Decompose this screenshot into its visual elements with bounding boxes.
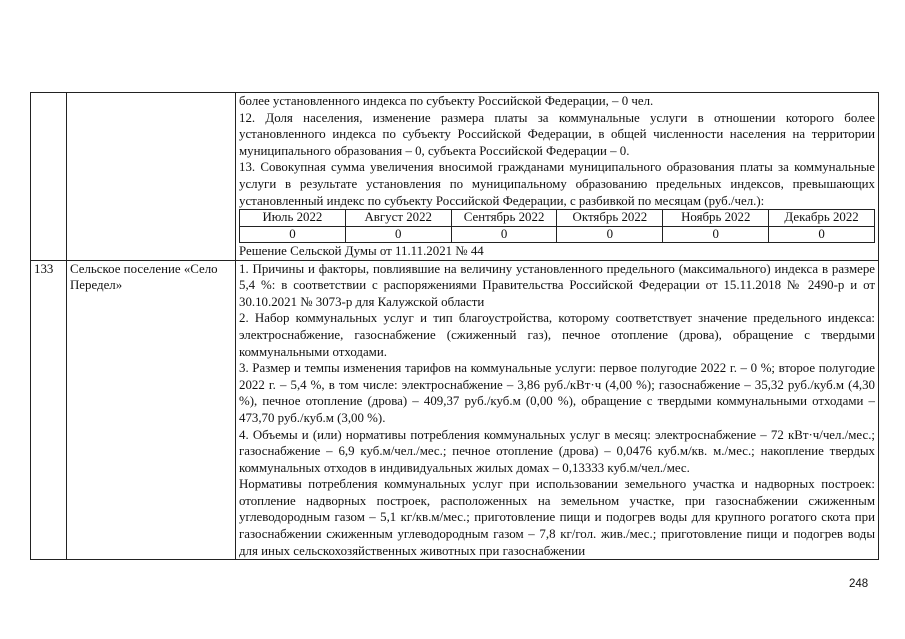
month-value: 0	[345, 226, 451, 242]
description-cell	[236, 260, 879, 560]
row-number-cell: 133	[31, 260, 67, 560]
municipality-name-cell: Сельское поселение «Село Передел»	[67, 260, 236, 560]
month-header: Август 2022	[345, 210, 451, 226]
paragraph-1: 1. Причины и факторы, повлиявшие на величину установленного предельного (максимального) индекса в размере 5,4 %: в соответствии с распоряжениями Правительства Российской Федерации от 15.11.2018 № 2490-р и от 30.10.2021 № 3073-р для Калужской области	[239, 261, 875, 309]
paragraph-13: 13. Совокупная сумма увеличения вносимой гражданами муниципального образования платы за коммунальные услуги в результате установления по муниципальному образованию предельных индексов, превышающих установленный индекс по субъекту Российской Федерации, с разбивкой по месяцам (руб./чел.):	[239, 160, 875, 208]
month-value: 0	[557, 226, 663, 242]
monthly-table	[239, 209, 875, 243]
month-value: 0	[451, 226, 557, 242]
paragraph-4: 4. Объемы и (или) нормативы потребления коммунальных услуг в месяц: электроснабжение – 72 кВт·ч/чел./мес.; газоснабжение – 6,9 куб.м/чел./мес.; печное отопление (дрова) – 0,0476 куб.м/кв. м./мес.; накопление твердых коммунальных отходов в индивидуальных жилых домах – 0,13333 куб.м/чел./мес.	[239, 427, 875, 475]
municipality-name-cell	[67, 93, 236, 261]
description-cell	[236, 93, 879, 261]
month-header: Июль 2022	[240, 210, 346, 226]
month-header: Ноябрь 2022	[663, 210, 769, 226]
decision-reference: Решение Сельской Думы от 11.11.2021 № 44	[239, 243, 484, 258]
row-number-cell	[31, 93, 67, 261]
monthly-value-row	[240, 226, 875, 242]
monthly-header-row	[240, 210, 875, 226]
month-value: 0	[240, 226, 346, 242]
paragraph-norms: Нормативы потребления коммунальных услуг при использовании земельного участка и надворных построек: отопление надворных построек, расположенных на земельном участке, при газоснабжении сжиженным углеводородным газом – 5,1 кг/кв.м/мес.; приготовление пищи и подогрев воды для крупного рогатого скота при газоснабжении сжиженным углеводородным газом – 7,8 кг/гол. жив./мес.; приготовление пищи и подогрев воды для иных сельскохозяйственных животных при газоснабжении	[239, 477, 875, 558]
paragraph-2: 2. Набор коммунальных услуг и тип благоустройства, которому соответствует значение предельного индекса: электроснабжение, газоснабжение (сжиженный газ), печное отопление (дрова), обращение с твердыми коммунальными отходами.	[239, 311, 875, 359]
month-value: 0	[663, 226, 769, 242]
month-header: Сентябрь 2022	[451, 210, 557, 226]
table-row	[31, 260, 879, 560]
month-header: Октябрь 2022	[557, 210, 663, 226]
table-row	[31, 93, 879, 261]
paragraph-12: 12. Доля населения, изменение размера платы за коммунальные услуги в отношении которого более установленного индекса по субъекту Российской Федерации, в общей численности населения на территории муниципального образования – 0, субъекта Российской Федерации – 0.	[239, 110, 875, 158]
month-value: 0	[769, 226, 875, 242]
paragraph-tail: более установленного индекса по субъекту Российской Федерации, – 0 чел.	[239, 94, 654, 108]
page-number: 248	[849, 578, 869, 590]
paragraph-3: 3. Размер и темпы изменения тарифов на коммунальные услуги: первое полугодие 2022 г. – 0 %; второе полугодие 2022 г. – 5,4 %, в том числе: электроснабжение – 3,86 руб./кВт·ч (4,00 %); газоснабжение – 35,32 руб./куб.м (4,30 %), печное отопление (дрова) – 409,37 руб./куб.м (0,00 %), обращение с твердыми коммунальными отходами – 473,70 руб./куб.м (3,00 %).	[239, 361, 875, 425]
month-header: Декабрь 2022	[769, 210, 875, 226]
document-table	[30, 92, 879, 560]
